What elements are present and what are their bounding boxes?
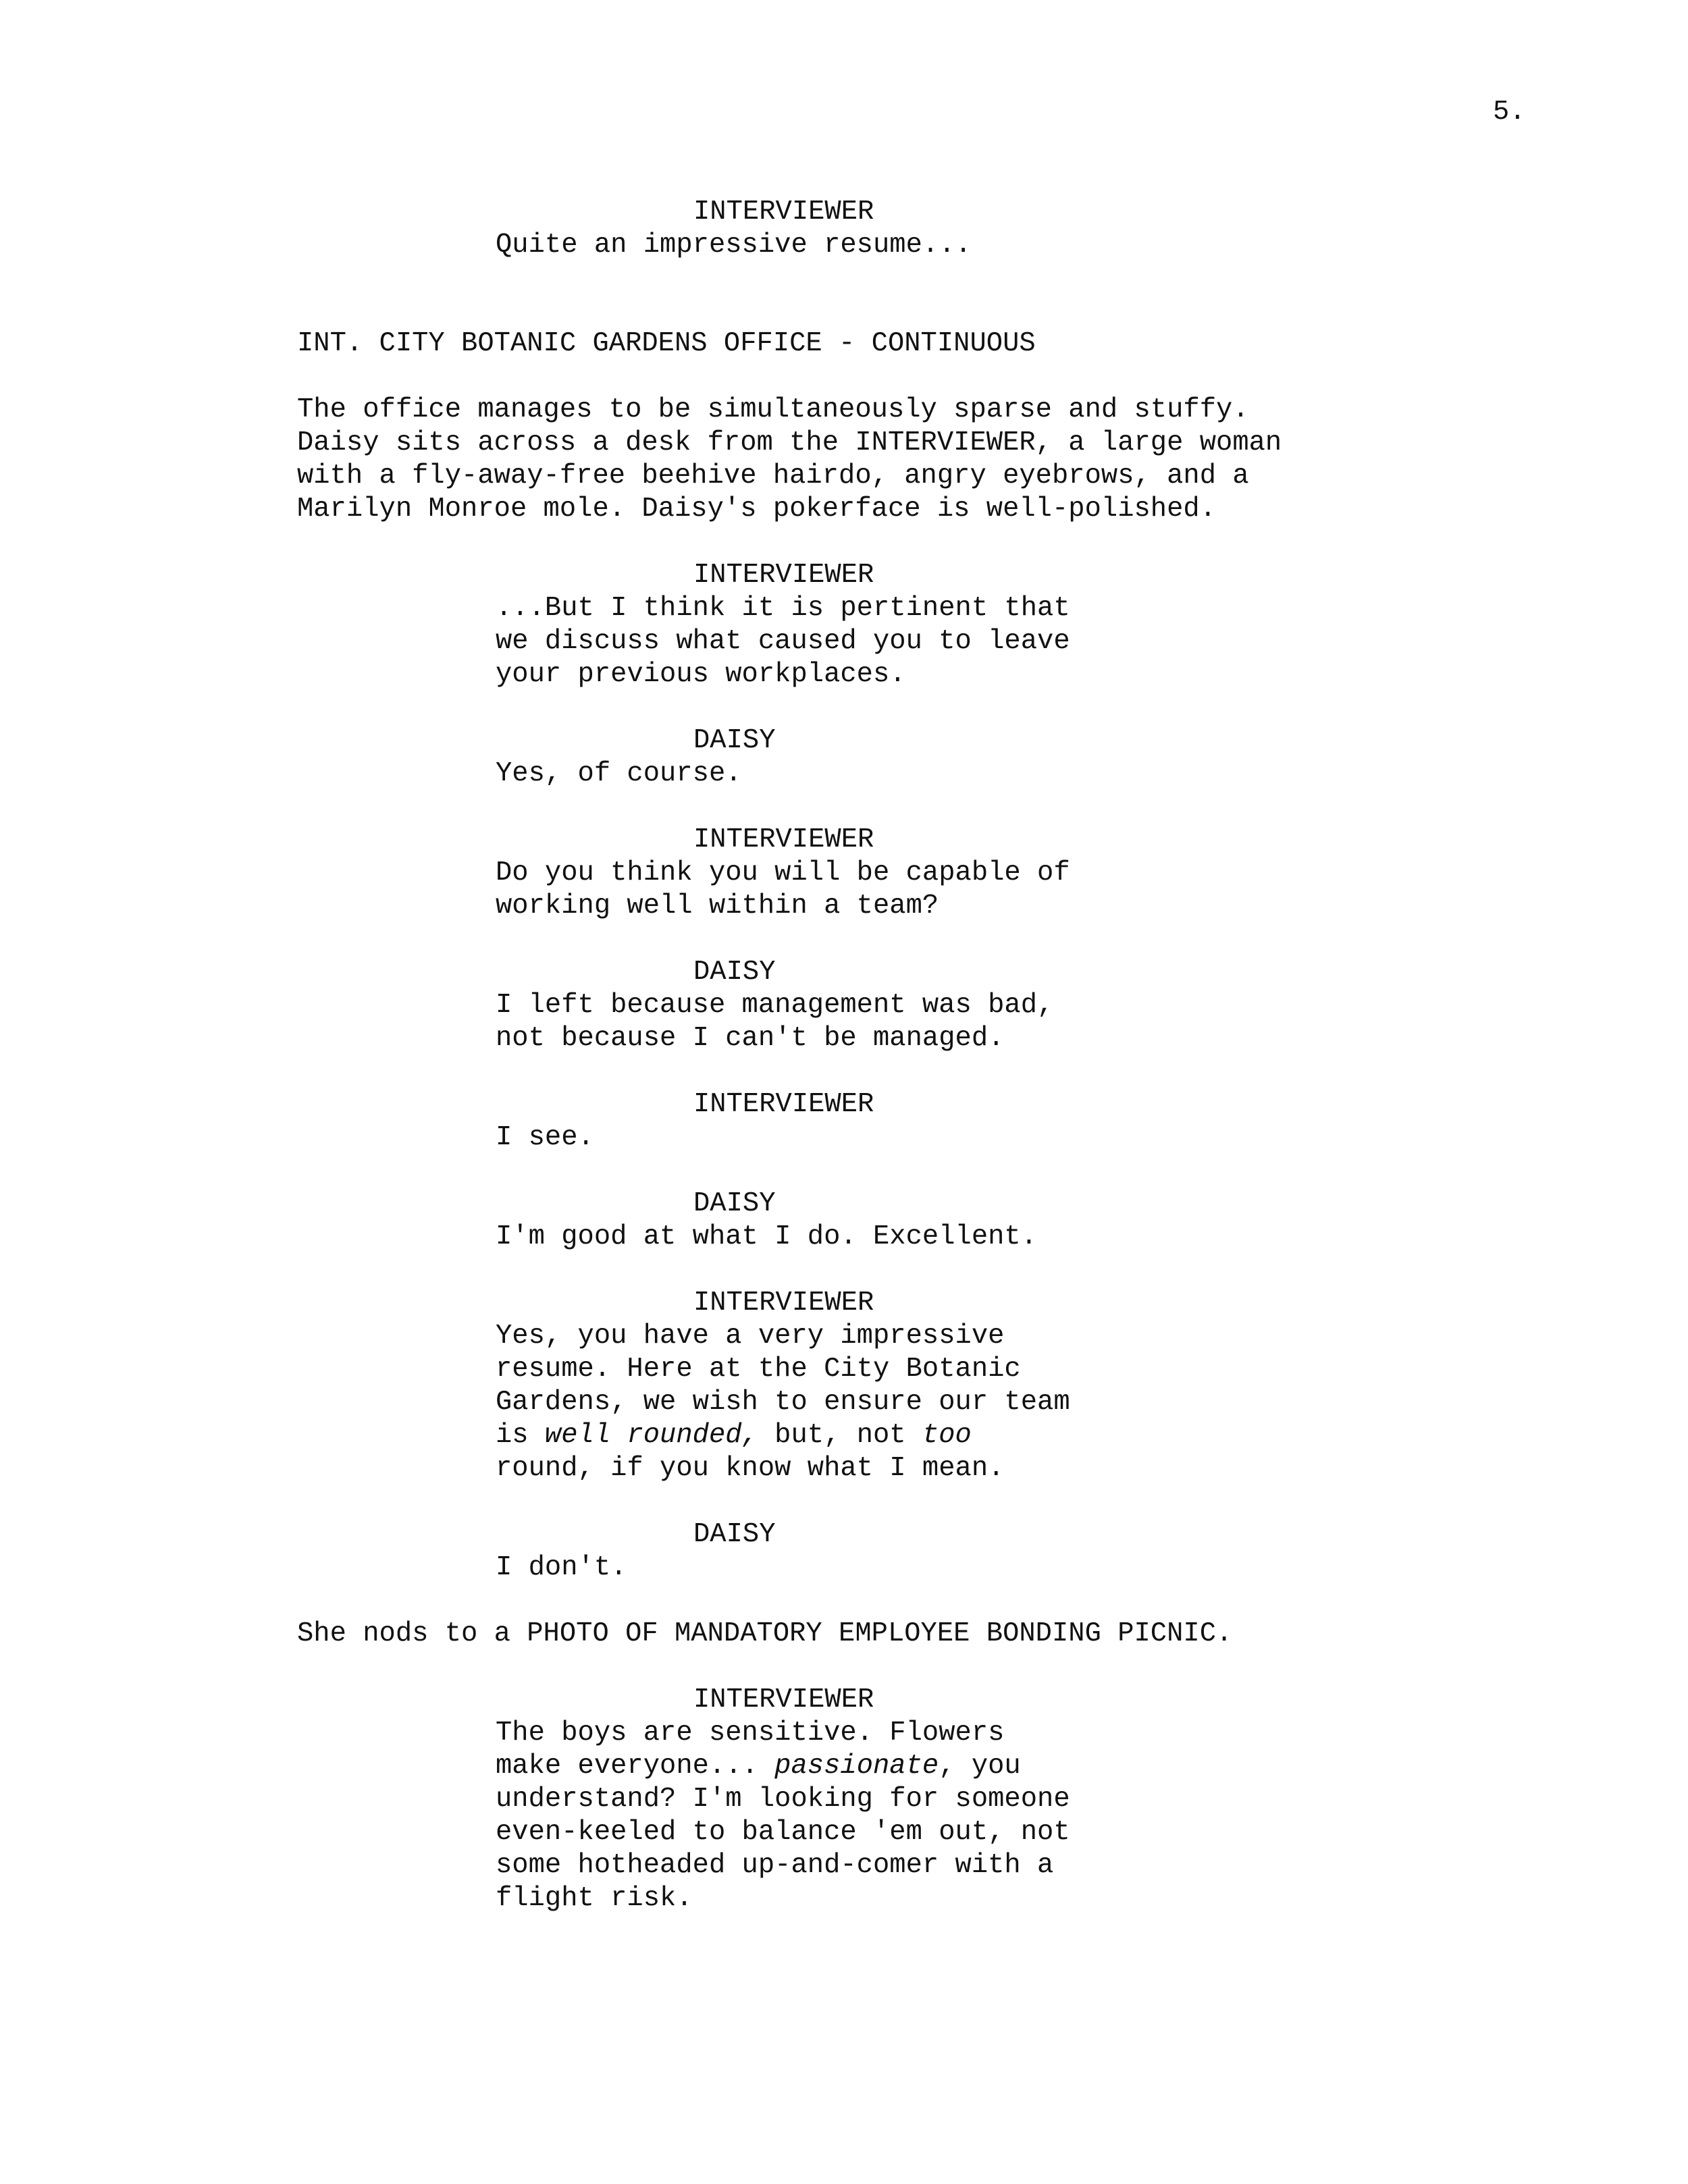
dialogue-line: resume. Here at the City Botanic	[496, 1354, 1021, 1385]
dialogue-text: , you	[939, 1751, 1021, 1782]
dialogue-line	[496, 1750, 1021, 1783]
dialogue-text: make everyone...	[496, 1751, 775, 1782]
dialogue-line: I see.	[496, 1122, 594, 1153]
dialogue-line: I'm good at what I do. Excellent.	[496, 1221, 1038, 1252]
dialogue-line: Yes, of course.	[496, 758, 742, 789]
action-line: with a fly-away-free beehive hairdo, angry eyebrows, and a	[297, 460, 1249, 491]
character-cue: DAISY	[693, 1188, 776, 1219]
dialogue-line: working well within a team?	[496, 890, 939, 922]
dialogue-line: Gardens, we wish to ensure our team	[496, 1387, 1070, 1418]
character-cue: DAISY	[693, 957, 776, 988]
emphasis-text: passionate	[774, 1751, 939, 1782]
dialogue-line: understand? I'm looking for someone	[496, 1784, 1070, 1815]
action-line: Daisy sits across a desk from the INTERVIEWER, a large woman	[297, 427, 1282, 458]
dialogue-line: we discuss what caused you to leave	[496, 626, 1070, 657]
action-line: Marilyn Monroe mole. Daisy's pokerface is well-polished.	[297, 494, 1217, 525]
emphasis-text: well rounded,	[544, 1420, 758, 1451]
dialogue-line: I left because management was bad,	[496, 990, 1054, 1021]
dialogue-line: round, if you know what I mean.	[496, 1453, 1005, 1484]
dialogue-line: flight risk.	[496, 1883, 693, 1914]
character-cue: DAISY	[693, 725, 776, 756]
scene-heading: INT. CITY BOTANIC GARDENS OFFICE - CONTINUOUS	[297, 328, 1036, 359]
dialogue-line: your previous workplaces.	[496, 659, 906, 690]
dialogue-line: Yes, you have a very impressive	[496, 1321, 1005, 1352]
dialogue-line: Quite an impressive resume...	[496, 230, 972, 261]
dialogue-line	[496, 1419, 972, 1452]
action-line: The office manages to be simultaneously sparse and stuffy.	[297, 394, 1249, 425]
dialogue-line: ...But I think it is pertinent that	[496, 593, 1070, 624]
action-line: She nods to a PHOTO OF MANDATORY EMPLOYEE BONDING PICNIC.	[297, 1618, 1233, 1649]
emphasis-text: too	[922, 1420, 972, 1451]
character-cue: INTERVIEWER	[693, 1287, 874, 1319]
character-cue: INTERVIEWER	[693, 1684, 874, 1715]
dialogue-line: Do you think you will be capable of	[496, 857, 1070, 888]
character-cue: INTERVIEWER	[693, 824, 874, 855]
character-cue: INTERVIEWER	[693, 560, 874, 591]
character-cue: INTERVIEWER	[693, 1089, 874, 1120]
dialogue-line: even-keeled to balance 'em out, not	[496, 1817, 1070, 1848]
dialogue-line: The boys are sensitive. Flowers	[496, 1717, 1005, 1749]
dialogue-line: I don't.	[496, 1552, 627, 1583]
dialogue-line: some hotheaded up-and-comer with a	[496, 1850, 1054, 1881]
character-cue: INTERVIEWER	[693, 196, 874, 228]
dialogue-text: but, not	[758, 1420, 922, 1451]
character-cue: DAISY	[693, 1519, 776, 1550]
page-number: 5.	[1493, 97, 1526, 128]
dialogue-line: not because I can't be managed.	[496, 1023, 1005, 1054]
dialogue-text: is	[496, 1420, 545, 1451]
